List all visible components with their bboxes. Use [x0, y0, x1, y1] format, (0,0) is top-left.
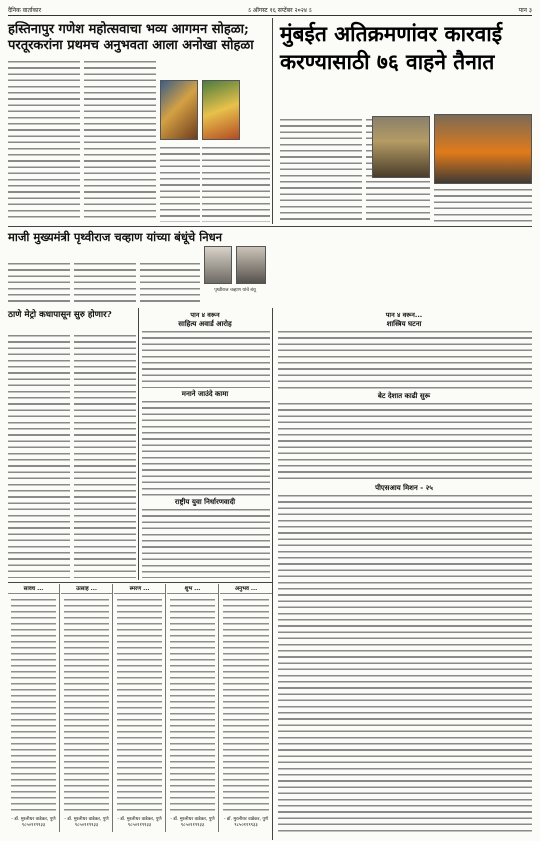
- bottom-column-head: शुभ ...: [167, 584, 218, 594]
- mid-story-body-col3: [140, 262, 200, 306]
- middle-label: पान ४ वरून: [190, 311, 220, 319]
- right-story-body: [280, 118, 362, 224]
- bottom-column: [220, 584, 272, 832]
- portrait-photo: [204, 246, 232, 284]
- bottom-column-body: [64, 598, 109, 814]
- middle-story-body-3: [142, 508, 270, 578]
- bottom-column-sign: - डॉ. मुरलीधर वाडेकर, पुणे ९८५०११९९३३: [64, 817, 109, 828]
- mid-story-body-col2: [74, 262, 136, 306]
- bottom-column-body: [11, 598, 56, 814]
- bottom-column-body: [117, 598, 162, 814]
- left-story-body-col4: [160, 146, 200, 222]
- ganesh-photo: [160, 80, 198, 140]
- right-label: पान ४ वरून...: [385, 311, 423, 319]
- header-page-number: पान ३: [518, 6, 532, 14]
- page-header: [8, 4, 532, 16]
- right-column-body-3: [278, 494, 532, 834]
- mid-headline: माजी मुख्यमंत्री पृथ्वीराज चव्हाण यांच्या बंधूंचे निधन: [8, 230, 223, 244]
- bottom-column: [8, 584, 60, 832]
- bottom-column-head: अनुभव ...: [220, 584, 272, 594]
- left-headline: हस्तिनापुर गणेश महोत्सवाचा भव्य आगमन सोहळा; परतूरकरांना प्रथमच अनुभवता आला अनोखा सोहळा: [8, 22, 254, 53]
- bottom-column-body: [170, 598, 215, 814]
- mid-story-body: [8, 262, 70, 306]
- right-section-title: शास्त्रिय घटना: [386, 320, 422, 328]
- bottom-column-head: स्मरण ...: [114, 584, 165, 594]
- middle-story-body: [142, 330, 270, 388]
- bottom-column-sign: - डॉ. मुरलीधर वाडेकर, पुणे ९८५०११९९३३: [117, 817, 162, 828]
- middle-story-body-2: [142, 400, 270, 496]
- bottom-column: [167, 584, 219, 832]
- sub-headline: ठाणे मेट्रो कधापासून सुरु होणार?: [8, 310, 112, 320]
- middle-section-title-2: मनाने जाउंदे कामा: [181, 390, 229, 398]
- portrait-photo-2: [236, 246, 266, 284]
- bottom-column: [114, 584, 166, 832]
- bottom-column-head: सावध ...: [8, 584, 59, 594]
- sub-story-body-col2: [74, 334, 136, 578]
- bottom-column: [61, 584, 113, 832]
- bottom-divider: [8, 582, 272, 583]
- encroachment-photo-2: [372, 116, 430, 178]
- ganesh-photo-2: [202, 80, 240, 140]
- sub-story-body: [8, 334, 70, 578]
- right-section-title-3: पीएसआय मिशन - २५: [375, 484, 433, 492]
- left-story-body-col3: [202, 146, 270, 222]
- header-paper-name: दैनिक वार्ताकार: [8, 6, 42, 14]
- right-story-body-col3: [434, 188, 532, 226]
- right-headline: मुंबईत अतिक्रमणांवर कारवाई करण्यासाठी ७६ वाहने तैनात: [280, 21, 503, 74]
- column-divider-3: [272, 308, 273, 840]
- header-date: ऽ ऑगस्ट १६ सप्टेंबर २०२४ ऽ: [248, 6, 312, 14]
- column-divider: [272, 18, 273, 224]
- section-divider: [8, 226, 532, 227]
- bottom-column-body: [223, 598, 269, 814]
- right-column-body: [278, 330, 532, 390]
- right-column-body-2: [278, 402, 532, 482]
- bottom-column-sign: - डॉ. मुरलीधर वाडेकर, पुणे ९८५०११९९३३: [223, 817, 269, 828]
- right-section-title-2: बेट देशात काढी सुरू: [377, 392, 431, 400]
- left-story-body-col2: [84, 60, 156, 222]
- bottom-column-head: उत्साह ...: [61, 584, 112, 594]
- bottom-column-sign: - डॉ. मुरलीधर वाडेकर, पुणे ९८५०११९९३३: [170, 817, 215, 828]
- photo-caption: पृथ्वीराज चव्हाण यांचे बंधू: [214, 288, 256, 293]
- middle-section-title-3: राष्ट्रीय युवा निर्धारणवादी: [174, 498, 236, 506]
- column-divider-2: [138, 308, 139, 580]
- left-story-body: [8, 60, 80, 222]
- middle-section-title: साहित्य अवार्ड आरोह: [178, 320, 232, 328]
- encroachment-photo: [434, 114, 532, 184]
- bottom-column-sign: - डॉ. मुरलीधर वाडेकर, पुणे ९८५०११९९३३: [11, 817, 56, 828]
